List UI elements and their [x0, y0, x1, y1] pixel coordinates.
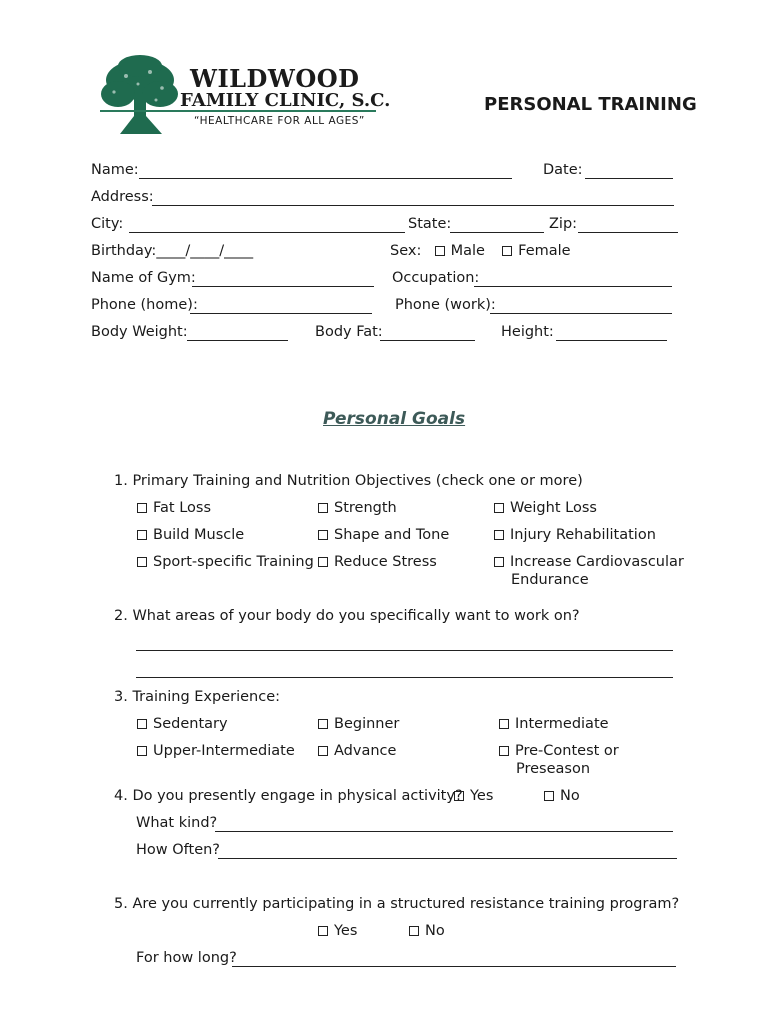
body-fat-label: Body Fat: — [315, 324, 383, 340]
name-label: Name: — [91, 162, 139, 178]
q5-text: 5. Are you currently participating in a structured resistance training program? — [114, 896, 680, 912]
option-increase-cardiovascular[interactable]: Increase Cardiovascular — [494, 554, 684, 570]
city-field[interactable] — [129, 232, 405, 233]
option-weight-loss[interactable]: Weight Loss — [494, 500, 597, 516]
tree-icon — [100, 54, 180, 136]
q2-answer-line-2[interactable] — [136, 677, 673, 678]
checkbox[interactable] — [544, 791, 554, 801]
option-sedentary[interactable]: Sedentary — [137, 716, 228, 732]
section-title: Personal Goals — [323, 409, 466, 429]
body-weight-field[interactable] — [187, 340, 288, 341]
gym-field[interactable] — [192, 286, 374, 287]
option-beginner[interactable]: Beginner — [318, 716, 399, 732]
option-endurance-label: Endurance — [511, 572, 589, 588]
occupation-label: Occupation: — [392, 270, 480, 286]
checkbox[interactable] — [318, 557, 328, 567]
q4-option-yes[interactable]: Yes — [454, 788, 493, 804]
checkbox[interactable] — [494, 503, 504, 513]
phone-home-field[interactable] — [190, 313, 372, 314]
sex-label: Sex: — [390, 243, 422, 259]
option-advance[interactable]: Advance — [318, 743, 396, 759]
how-long-field[interactable] — [232, 966, 676, 967]
q5-option-no[interactable]: No — [409, 923, 445, 939]
address-field[interactable] — [152, 205, 674, 206]
option-strength[interactable]: Strength — [318, 500, 397, 516]
checkbox[interactable] — [318, 746, 328, 756]
date-label: Date: — [543, 162, 583, 178]
name-field[interactable] — [139, 178, 512, 179]
option-sport-specific-training[interactable]: Sport-specific Training — [137, 554, 314, 570]
form-title: PERSONAL TRAINING — [484, 94, 697, 115]
option-preseason-label: Preseason — [516, 761, 591, 777]
clinic-name-line2: FAMILY CLINIC, S.C. — [180, 90, 391, 111]
option-intermediate[interactable]: Intermediate — [499, 716, 609, 732]
female-label: Female — [518, 243, 571, 259]
how-long-label: For how long? — [136, 950, 237, 966]
checkbox[interactable] — [499, 719, 509, 729]
q5-option-yes[interactable]: Yes — [318, 923, 357, 939]
checkbox[interactable] — [318, 530, 328, 540]
option-reduce-stress[interactable]: Reduce Stress — [318, 554, 437, 570]
checkbox[interactable] — [494, 530, 504, 540]
checkbox[interactable] — [409, 926, 419, 936]
occupation-field[interactable] — [474, 286, 672, 287]
zip-field[interactable] — [578, 232, 678, 233]
body-fat-field[interactable] — [380, 340, 475, 341]
zip-label: Zip: — [549, 216, 578, 232]
option-build-muscle[interactable]: Build Muscle — [137, 527, 244, 543]
checkbox[interactable] — [137, 503, 147, 513]
option-pre-contest[interactable]: Pre-Contest or — [499, 743, 619, 759]
height-label: Height: — [501, 324, 554, 340]
checkbox[interactable] — [499, 746, 509, 756]
clinic-name-line1: WILDWOOD — [190, 64, 360, 93]
what-kind-field[interactable] — [215, 831, 673, 832]
female-checkbox[interactable] — [502, 246, 512, 256]
date-field[interactable] — [585, 178, 673, 179]
sex-group — [390, 243, 571, 259]
q1-text: 1. Primary Training and Nutrition Objectives (check one or more) — [114, 473, 583, 489]
birthday-field[interactable]: Birthday:____/____/____ — [91, 243, 254, 259]
checkbox[interactable] — [318, 719, 328, 729]
checkbox[interactable] — [494, 557, 504, 567]
what-kind-label: What kind? — [136, 815, 218, 831]
option-shape-and-tone[interactable]: Shape and Tone — [318, 527, 449, 543]
q2-text: 2. What areas of your body do you specifically want to work on? — [114, 608, 580, 624]
checkbox[interactable] — [454, 791, 464, 801]
checkbox[interactable] — [137, 746, 147, 756]
checkbox[interactable] — [318, 503, 328, 513]
phone-home-label: Phone (home): — [91, 297, 198, 313]
checkbox[interactable] — [318, 926, 328, 936]
option-injury-rehabilitation[interactable]: Injury Rehabilitation — [494, 527, 656, 543]
phone-work-field[interactable] — [490, 313, 672, 314]
q2-answer-line-1[interactable] — [136, 650, 673, 651]
q4-option-no[interactable]: No — [544, 788, 580, 804]
gym-label: Name of Gym: — [91, 270, 196, 286]
male-label: Male — [450, 243, 485, 259]
option-fat-loss[interactable]: Fat Loss — [137, 500, 211, 516]
clinic-tagline: “HEALTHCARE FOR ALL AGES” — [194, 115, 365, 127]
q4-text: 4. Do you presently engage in physical activity? — [114, 788, 463, 804]
how-often-label: How Often? — [136, 842, 220, 858]
checkbox[interactable] — [137, 557, 147, 567]
city-label: City: — [91, 216, 124, 232]
option-upper-intermediate[interactable]: Upper-Intermediate — [137, 743, 295, 759]
body-weight-label: Body Weight: — [91, 324, 188, 340]
male-checkbox[interactable] — [435, 246, 445, 256]
checkbox[interactable] — [137, 719, 147, 729]
how-often-field[interactable] — [218, 858, 677, 859]
address-label: Address: — [91, 189, 154, 205]
checkbox[interactable] — [137, 530, 147, 540]
q3-text: 3. Training Experience: — [114, 689, 281, 705]
logo-divider — [100, 110, 376, 112]
state-label: State: — [408, 216, 452, 232]
height-field[interactable] — [556, 340, 667, 341]
phone-work-label: Phone (work): — [395, 297, 496, 313]
state-field[interactable] — [450, 232, 544, 233]
